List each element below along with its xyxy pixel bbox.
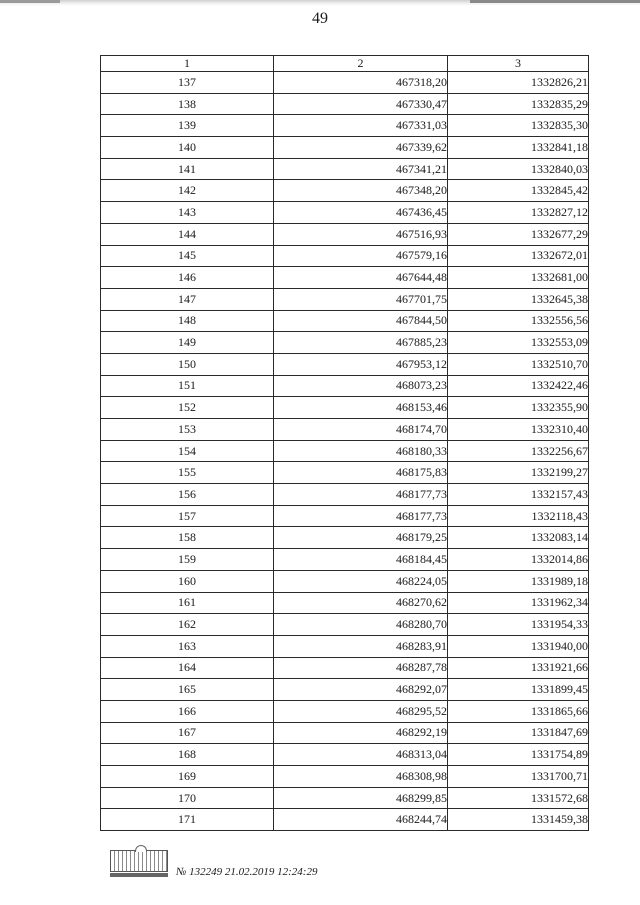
point-number-cell: 171 (101, 809, 274, 831)
x-coordinate-cell: 468174,70 (274, 419, 448, 441)
y-coordinate-cell: 1332826,21 (448, 72, 589, 94)
coordinates-table (100, 55, 589, 831)
x-coordinate-cell: 468295,52 (274, 700, 448, 722)
y-coordinate-cell: 1332422,46 (448, 375, 589, 397)
table-row (101, 440, 589, 462)
point-number-cell: 153 (101, 419, 274, 441)
y-coordinate-cell: 1332681,00 (448, 267, 589, 289)
table-row (101, 766, 589, 788)
table-row (101, 527, 589, 549)
table-row (101, 722, 589, 744)
table-row (101, 484, 589, 506)
courthouse-stamp-icon (110, 850, 168, 872)
y-coordinate-cell: 1332014,86 (448, 549, 589, 571)
point-number-cell: 147 (101, 288, 274, 310)
point-number-cell: 159 (101, 549, 274, 571)
x-coordinate-cell: 467579,16 (274, 245, 448, 267)
x-coordinate-cell: 467844,50 (274, 310, 448, 332)
x-coordinate-cell: 468292,19 (274, 722, 448, 744)
x-coordinate-cell: 468292,07 (274, 679, 448, 701)
y-coordinate-cell: 1332256,67 (448, 440, 589, 462)
header-cell-y: 3 (448, 56, 589, 72)
y-coordinate-cell: 1331865,66 (448, 700, 589, 722)
y-coordinate-cell: 1331754,89 (448, 744, 589, 766)
y-coordinate-cell: 1331954,33 (448, 614, 589, 636)
y-coordinate-cell: 1332556,56 (448, 310, 589, 332)
table-row (101, 115, 589, 137)
x-coordinate-cell: 467348,20 (274, 180, 448, 202)
point-number-cell: 163 (101, 635, 274, 657)
x-coordinate-cell: 467339,62 (274, 137, 448, 159)
table-row (101, 310, 589, 332)
x-coordinate-cell: 467318,20 (274, 72, 448, 94)
header-row (101, 56, 589, 72)
y-coordinate-cell: 1332553,09 (448, 332, 589, 354)
point-number-cell: 158 (101, 527, 274, 549)
x-coordinate-cell: 467701,75 (274, 288, 448, 310)
table-row (101, 505, 589, 527)
x-coordinate-cell: 468244,74 (274, 809, 448, 831)
point-number-cell: 170 (101, 787, 274, 809)
x-coordinate-cell: 467953,12 (274, 353, 448, 375)
x-coordinate-cell: 468153,46 (274, 397, 448, 419)
table-row (101, 549, 589, 571)
x-coordinate-cell: 467644,48 (274, 267, 448, 289)
table-row (101, 744, 589, 766)
point-number-cell: 142 (101, 180, 274, 202)
y-coordinate-cell: 1331847,69 (448, 722, 589, 744)
y-coordinate-cell: 1332355,90 (448, 397, 589, 419)
x-coordinate-cell: 468280,70 (274, 614, 448, 636)
point-number-cell: 164 (101, 657, 274, 679)
table-row (101, 397, 589, 419)
point-number-cell: 156 (101, 484, 274, 506)
table-row (101, 679, 589, 701)
table-row (101, 614, 589, 636)
table-row (101, 462, 589, 484)
point-number-cell: 166 (101, 700, 274, 722)
table-row (101, 592, 589, 614)
x-coordinate-cell: 468180,33 (274, 440, 448, 462)
y-coordinate-cell: 1332835,30 (448, 115, 589, 137)
point-number-cell: 146 (101, 267, 274, 289)
point-number-cell: 167 (101, 722, 274, 744)
y-coordinate-cell: 1332840,03 (448, 158, 589, 180)
point-number-cell: 165 (101, 679, 274, 701)
x-coordinate-cell: 468177,73 (274, 505, 448, 527)
x-coordinate-cell: 467331,03 (274, 115, 448, 137)
x-coordinate-cell: 468299,85 (274, 787, 448, 809)
table-row (101, 657, 589, 679)
y-coordinate-cell: 1332672,01 (448, 245, 589, 267)
y-coordinate-cell: 1331899,45 (448, 679, 589, 701)
y-coordinate-cell: 1332841,18 (448, 137, 589, 159)
x-coordinate-cell: 468177,73 (274, 484, 448, 506)
point-number-cell: 145 (101, 245, 274, 267)
table-row (101, 245, 589, 267)
table-row (101, 332, 589, 354)
point-number-cell: 141 (101, 158, 274, 180)
table-row (101, 288, 589, 310)
y-coordinate-cell: 1332157,43 (448, 484, 589, 506)
table-row (101, 158, 589, 180)
registration-mark: № 132249 21.02.2019 12:24:29 (176, 866, 318, 878)
y-coordinate-cell: 1332835,29 (448, 93, 589, 115)
table-row (101, 809, 589, 831)
table-row (101, 137, 589, 159)
table-row (101, 202, 589, 224)
x-coordinate-cell: 467885,23 (274, 332, 448, 354)
table-row (101, 700, 589, 722)
y-coordinate-cell: 1331921,66 (448, 657, 589, 679)
y-coordinate-cell: 1332310,40 (448, 419, 589, 441)
scan-edge (0, 0, 640, 6)
table-row (101, 93, 589, 115)
y-coordinate-cell: 1331962,34 (448, 592, 589, 614)
y-coordinate-cell: 1331459,38 (448, 809, 589, 831)
x-coordinate-cell: 468175,83 (274, 462, 448, 484)
y-coordinate-cell: 1331940,00 (448, 635, 589, 657)
header-cell-x: 2 (274, 56, 448, 72)
point-number-cell: 138 (101, 93, 274, 115)
scan-streak (470, 0, 640, 3)
y-coordinate-cell: 1331572,68 (448, 787, 589, 809)
y-coordinate-cell: 1331700,71 (448, 766, 589, 788)
table-body (101, 72, 589, 831)
table-row (101, 375, 589, 397)
scan-streak (0, 0, 60, 3)
table-row (101, 635, 589, 657)
y-coordinate-cell: 1331989,18 (448, 570, 589, 592)
point-number-cell: 152 (101, 397, 274, 419)
x-coordinate-cell: 468270,62 (274, 592, 448, 614)
x-coordinate-cell: 468287,78 (274, 657, 448, 679)
x-coordinate-cell: 468283,91 (274, 635, 448, 657)
point-number-cell: 137 (101, 72, 274, 94)
x-coordinate-cell: 468224,05 (274, 570, 448, 592)
y-coordinate-cell: 1332845,42 (448, 180, 589, 202)
point-number-cell: 155 (101, 462, 274, 484)
table-row (101, 419, 589, 441)
y-coordinate-cell: 1332510,70 (448, 353, 589, 375)
point-number-cell: 139 (101, 115, 274, 137)
table-row (101, 180, 589, 202)
table-row (101, 223, 589, 245)
table-row (101, 787, 589, 809)
x-coordinate-cell: 468313,04 (274, 744, 448, 766)
table-header (101, 56, 589, 72)
table-row (101, 353, 589, 375)
y-coordinate-cell: 1332645,38 (448, 288, 589, 310)
table-row (101, 72, 589, 94)
point-number-cell: 162 (101, 614, 274, 636)
x-coordinate-cell: 468073,23 (274, 375, 448, 397)
y-coordinate-cell: 1332199,27 (448, 462, 589, 484)
document-footer (110, 850, 530, 886)
x-coordinate-cell: 467330,47 (274, 93, 448, 115)
page-number: 49 (312, 10, 328, 27)
point-number-cell: 154 (101, 440, 274, 462)
x-coordinate-cell: 467341,21 (274, 158, 448, 180)
point-number-cell: 150 (101, 353, 274, 375)
x-coordinate-cell: 467516,93 (274, 223, 448, 245)
point-number-cell: 161 (101, 592, 274, 614)
stamp-bar (110, 873, 168, 877)
y-coordinate-cell: 1332118,43 (448, 505, 589, 527)
header-cell-point: 1 (101, 56, 274, 72)
x-coordinate-cell: 468184,45 (274, 549, 448, 571)
x-coordinate-cell: 467436,45 (274, 202, 448, 224)
point-number-cell: 157 (101, 505, 274, 527)
point-number-cell: 149 (101, 332, 274, 354)
y-coordinate-cell: 1332083,14 (448, 527, 589, 549)
point-number-cell: 140 (101, 137, 274, 159)
y-coordinate-cell: 1332677,29 (448, 223, 589, 245)
point-number-cell: 151 (101, 375, 274, 397)
point-number-cell: 148 (101, 310, 274, 332)
x-coordinate-cell: 468179,25 (274, 527, 448, 549)
y-coordinate-cell: 1332827,12 (448, 202, 589, 224)
table-row (101, 570, 589, 592)
point-number-cell: 144 (101, 223, 274, 245)
x-coordinate-cell: 468308,98 (274, 766, 448, 788)
point-number-cell: 168 (101, 744, 274, 766)
point-number-cell: 160 (101, 570, 274, 592)
point-number-cell: 143 (101, 202, 274, 224)
point-number-cell: 169 (101, 766, 274, 788)
table-row (101, 267, 589, 289)
